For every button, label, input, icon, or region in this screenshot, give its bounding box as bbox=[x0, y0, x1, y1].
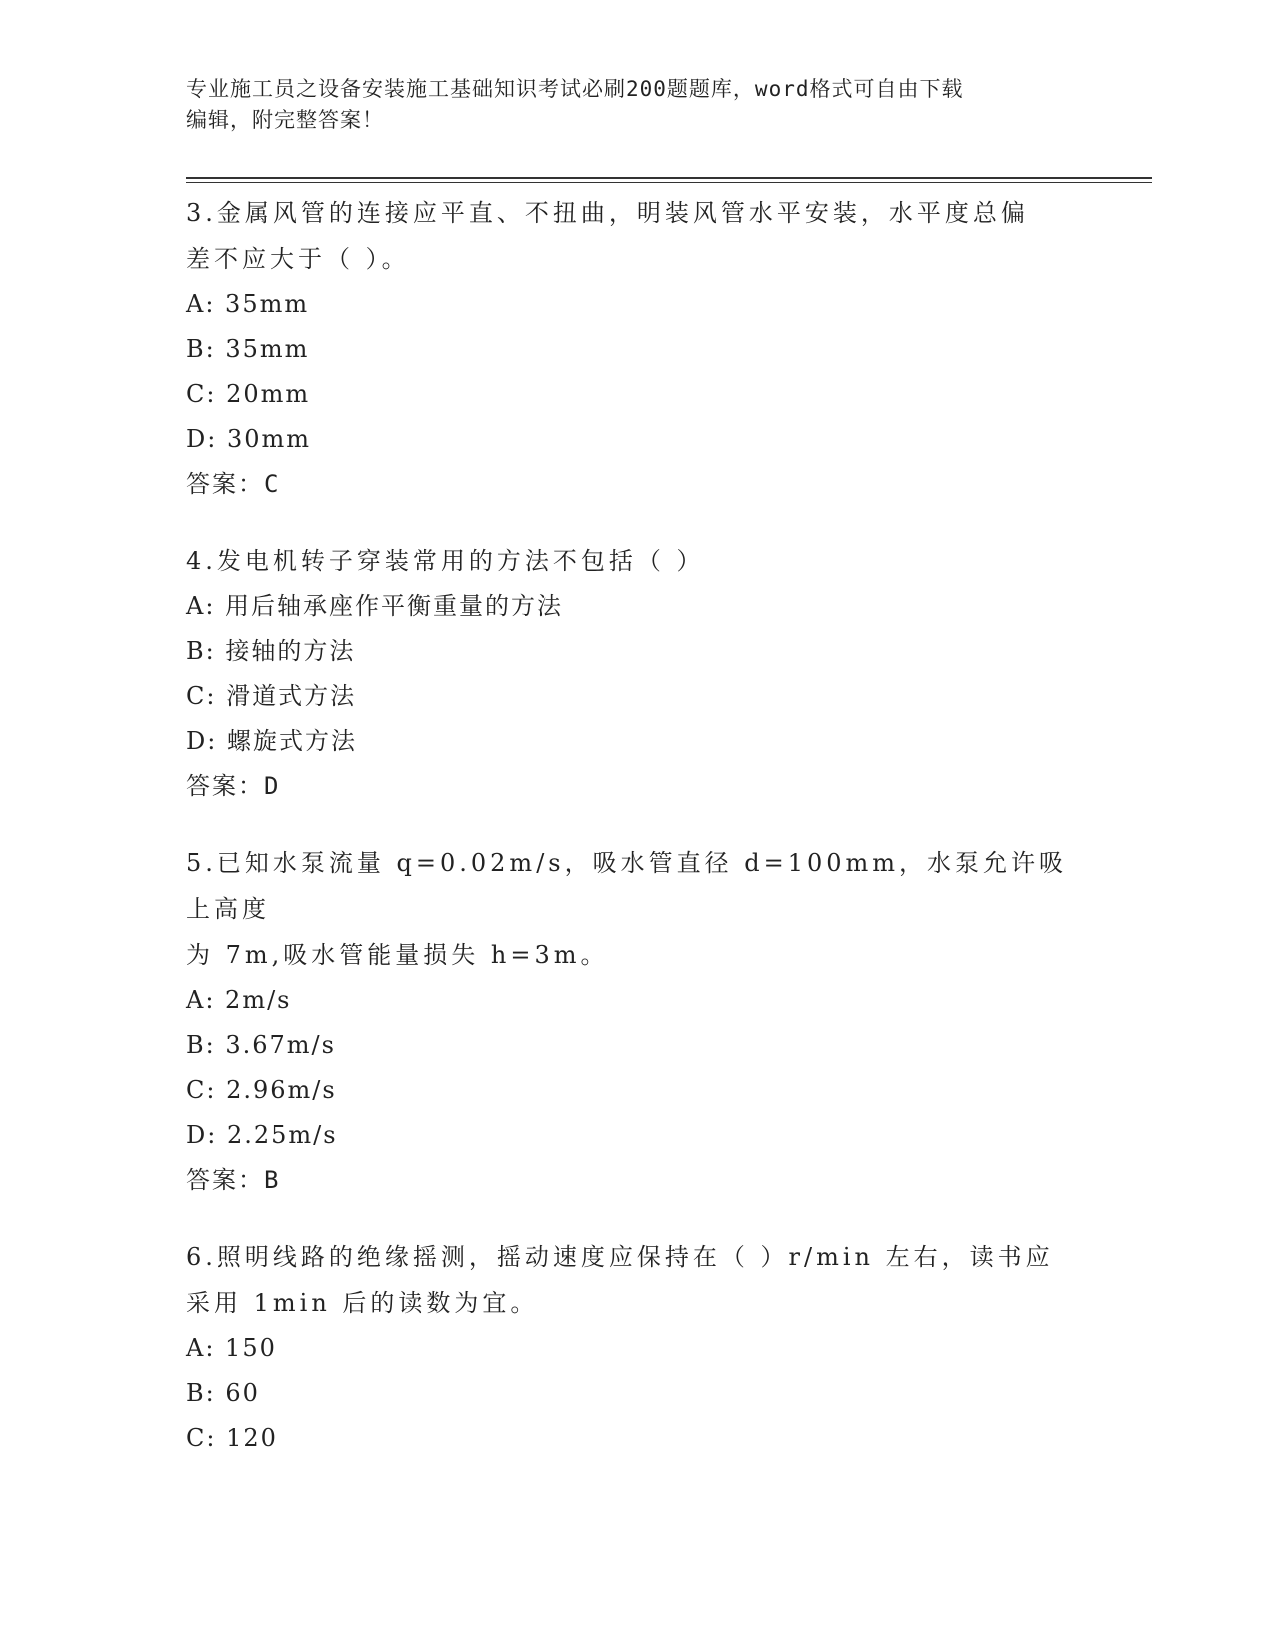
header-divider-thick bbox=[186, 177, 1152, 179]
question-list bbox=[186, 190, 1086, 1493]
question-stem-line: 为 7m,吸水管能量损失 h=3m。 bbox=[186, 941, 609, 969]
answer-line: 答案：C bbox=[186, 470, 281, 498]
option-b: B: 3.67m/s bbox=[186, 1031, 336, 1059]
question-stem-line: 6.照明线路的绝缘摇测，摇动速度应保持在（ ）r/min 左右，读书应 bbox=[186, 1243, 1054, 1271]
document-header bbox=[186, 74, 1086, 136]
option-b: B: 60 bbox=[186, 1379, 260, 1407]
question-stem-line: 3.金属风管的连接应平直、不扭曲，明装风管水平安装，水平度总偏 bbox=[186, 199, 1029, 227]
question-stem-line: 5.已知水泵流量 q=0.02m/s，吸水管直径 d=100mm，水泵允许吸上高度 bbox=[186, 849, 1068, 923]
option-c: C: 滑道式方法 bbox=[186, 682, 357, 710]
option-d: D: 2.25m/s bbox=[186, 1121, 338, 1149]
question-3 bbox=[186, 190, 1086, 506]
header-line-2: 编辑，附完整答案！ bbox=[186, 108, 384, 132]
option-b: B: 接轴的方法 bbox=[186, 637, 356, 665]
option-c: C: 20mm bbox=[186, 380, 311, 408]
option-a: A: 150 bbox=[186, 1334, 277, 1362]
option-d: D: 30mm bbox=[186, 425, 312, 453]
question-stem-line: 采用 1min 后的读数为宜。 bbox=[186, 1289, 539, 1317]
question-stem-line: 差不应大于（ ）。 bbox=[186, 245, 410, 273]
question-6 bbox=[186, 1234, 1086, 1461]
header-line-1: 专业施工员之设备安装施工基础知识考试必刷200题题库，word格式可自由下载 bbox=[186, 77, 964, 101]
question-4 bbox=[186, 538, 1086, 808]
option-b: B: 35mm bbox=[186, 335, 310, 363]
answer-line: 答案：D bbox=[186, 772, 281, 800]
answer-line: 答案：B bbox=[186, 1166, 281, 1194]
option-c: C: 2.96m/s bbox=[186, 1076, 337, 1104]
option-a: A: 2m/s bbox=[186, 986, 292, 1014]
option-a: A: 35mm bbox=[186, 290, 310, 318]
option-d: D: 螺旋式方法 bbox=[186, 727, 357, 755]
option-c: C: 120 bbox=[186, 1424, 278, 1452]
question-5 bbox=[186, 840, 1086, 1202]
option-a: A: 用后轴承座作平衡重量的方法 bbox=[186, 592, 564, 620]
question-stem-line: 4.发电机转子穿装常用的方法不包括（ ） bbox=[186, 547, 705, 575]
header-divider-thin bbox=[186, 182, 1152, 183]
